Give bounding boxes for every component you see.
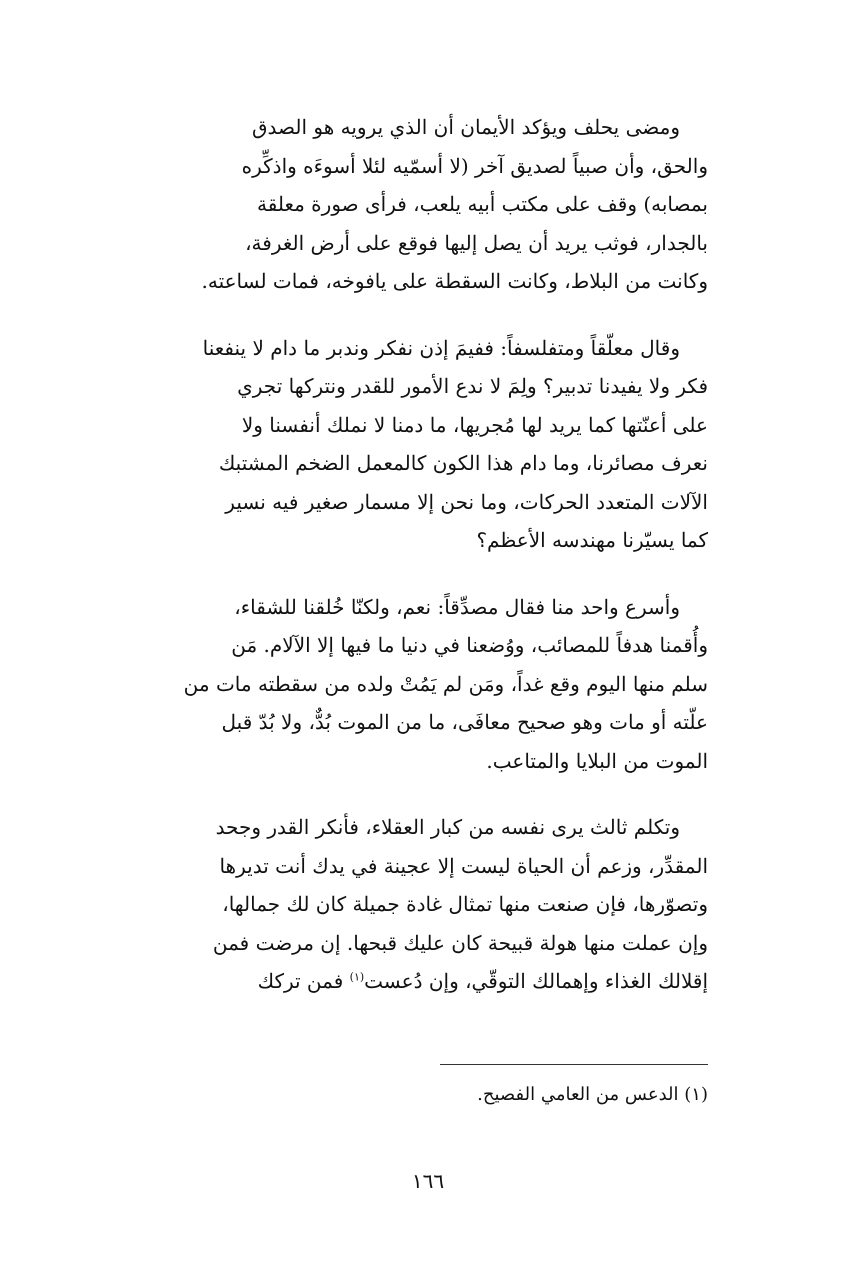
footnote-reference: (١) <box>349 970 365 984</box>
text-line: نعرف مصائرنا، وما دام هذا الكون كالمعمل الضخم المشتبك <box>218 451 708 475</box>
text-line: ومضى يحلف ويؤكد الأيمان أن الذي يرويه هو الصدق <box>252 115 680 139</box>
footnote: (١) الدعس من العامي الفصيح. <box>477 1084 708 1105</box>
text-line: بالجدار، فوثب يريد أن يصل إليها فوقع على أرض الغرفة، <box>245 230 708 255</box>
text-line: كما يسيّرنا مهندسه الأعظم؟ <box>476 528 708 552</box>
paragraph <box>148 329 708 560</box>
paragraph <box>148 108 708 301</box>
text-line: وقال معلّقاً ومتفلسفاً: ففيمَ إذن نفكر وندبر ما دام لا ينفعنا <box>202 335 680 360</box>
paragraph <box>148 588 708 781</box>
text-line: الموت من البلايا والمتاعب. <box>486 748 708 773</box>
text-line: وتكلم ثالث يرى نفسه من كبار العقلاء، فأنكر القدر وجحد <box>215 815 680 839</box>
text-line: على أعنّتها كما يريد لها مُجريها، ما دمنا لا نملك أنفسنا ولا <box>241 412 708 437</box>
paragraph <box>148 808 708 1001</box>
text-line: علّته أو مات وهو صحيح معافَى، ما من الموت بُدٌّ، ولا بُدّ قبل <box>221 710 708 734</box>
text-line: الآلات المتعدد الحركات، وما نحن إلا مسمار صغير فيه نسير <box>225 489 708 514</box>
text-line: المقدِّر، وزعم أن الحياة ليست إلا عجينة في يدك أنت تديرها <box>219 853 708 878</box>
page-body <box>148 108 708 1029</box>
text-line: وتصوّرها، فإن صنعت منها تمثال غادة جميلة كان لك جمالها، <box>222 892 708 916</box>
text-line <box>148 962 708 1001</box>
text-segment: فمن تركك <box>257 969 350 993</box>
text-line: والحق، وأن صبياً لصديق آخر (لا أسمّيه لئلا أسوءَه واذكِّره <box>241 153 708 178</box>
text-line: وأُقمنا هدفاً للمصائب، ووُضعنا في دنيا ما فيها إلا الآلام. مَن <box>231 633 708 657</box>
footnote-divider <box>440 1064 708 1065</box>
text-segment: إقلالك الغذاء وإهمالك التوقّي، وإن دُعست <box>364 969 708 993</box>
page-number: ١٦٦ <box>411 1169 445 1193</box>
text-line: وكانت من البلاط، وكانت السقطة على يافوخه، فمات لساعته. <box>201 269 708 293</box>
text-line: سلم منها اليوم وقع غداً، ومَن لم يَمُتْ ولده من سقطته مات من <box>183 671 708 696</box>
text-line: وإن عملت منها هولة قبيحة كان عليك قبحها. إن مرضت فمن <box>212 930 708 955</box>
text-line: بمصابه) وقف على مكتب أبيه يلعب، فرأى صورة معلقة <box>257 192 708 216</box>
text-line: وأسرع واحد منا فقال مصدِّقاً: نعم، ولكنّا خُلقنا للشقاء، <box>234 594 680 619</box>
text-line: فكر ولا يفيدنا تدبير؟ ولِمَ لا ندع الأمور للقدر ونتركها تجري <box>237 374 708 398</box>
